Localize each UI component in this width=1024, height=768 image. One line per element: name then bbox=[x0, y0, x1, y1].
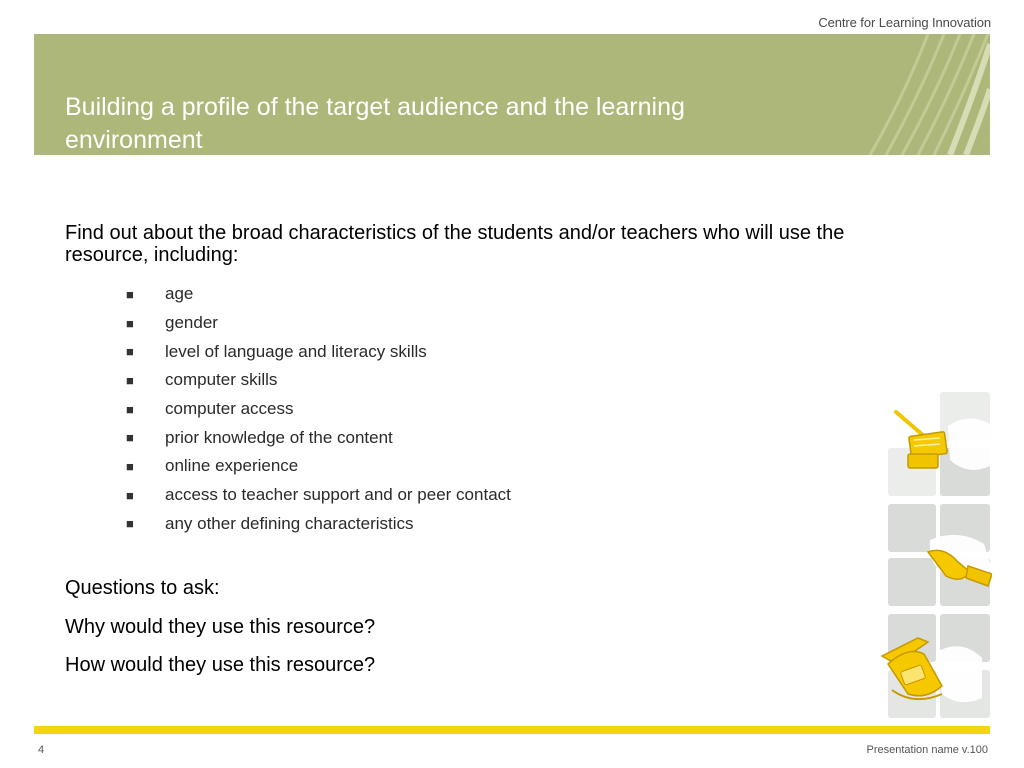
list-item: ■ computer skills bbox=[126, 370, 278, 390]
org-name: Centre for Learning Innovation bbox=[818, 15, 991, 30]
decorative-tile-grid bbox=[888, 392, 990, 718]
banner-stripes-decoration bbox=[850, 34, 990, 155]
page-number: 4 bbox=[38, 744, 45, 756]
questions-block bbox=[65, 576, 375, 692]
bullet-marker: ■ bbox=[126, 401, 134, 417]
question-how: How would they use this resource? bbox=[65, 654, 376, 676]
bullet-marker: ■ bbox=[126, 430, 134, 446]
intro-text: Find out about the broad characteristics of the students and/or teachers who will use the resource, including: bbox=[65, 222, 845, 266]
list-item: ■ any other defining characteristics bbox=[126, 513, 414, 533]
bullet-marker: ■ bbox=[126, 315, 134, 331]
characteristics-list bbox=[126, 280, 511, 538]
list-item: ■ prior knowledge of the content bbox=[126, 427, 393, 447]
bullet-marker: ■ bbox=[126, 516, 134, 532]
hand-holding-pda-icon bbox=[878, 628, 982, 718]
list-item: ■ gender bbox=[126, 313, 218, 333]
list-item: ■ online experience bbox=[126, 456, 299, 476]
bullet-marker: ■ bbox=[126, 372, 134, 388]
bullet-marker: ■ bbox=[126, 344, 134, 360]
bullet-marker: ■ bbox=[126, 487, 134, 503]
title-banner bbox=[34, 34, 990, 155]
question-why: Why would they use this resource? bbox=[65, 615, 376, 638]
bullet-marker: ■ bbox=[126, 286, 134, 302]
hand-writing-notepad-icon bbox=[888, 406, 990, 496]
list-item: ■ age bbox=[126, 284, 194, 304]
hand-using-device-icon bbox=[888, 530, 992, 600]
presentation-name: Presentation name v.100 bbox=[866, 744, 988, 756]
list-item: ■ level of language and literacy skills bbox=[126, 341, 427, 361]
footer-accent-rule bbox=[34, 726, 990, 734]
bullet-marker: ■ bbox=[126, 458, 134, 474]
questions-heading: Questions to ask: bbox=[65, 577, 220, 599]
list-item: ■ computer access bbox=[126, 399, 294, 419]
slide-title: Building a profile of the target audience and the learning environment bbox=[65, 93, 685, 154]
list-item: ■ access to teacher support and or peer contact bbox=[126, 485, 511, 505]
